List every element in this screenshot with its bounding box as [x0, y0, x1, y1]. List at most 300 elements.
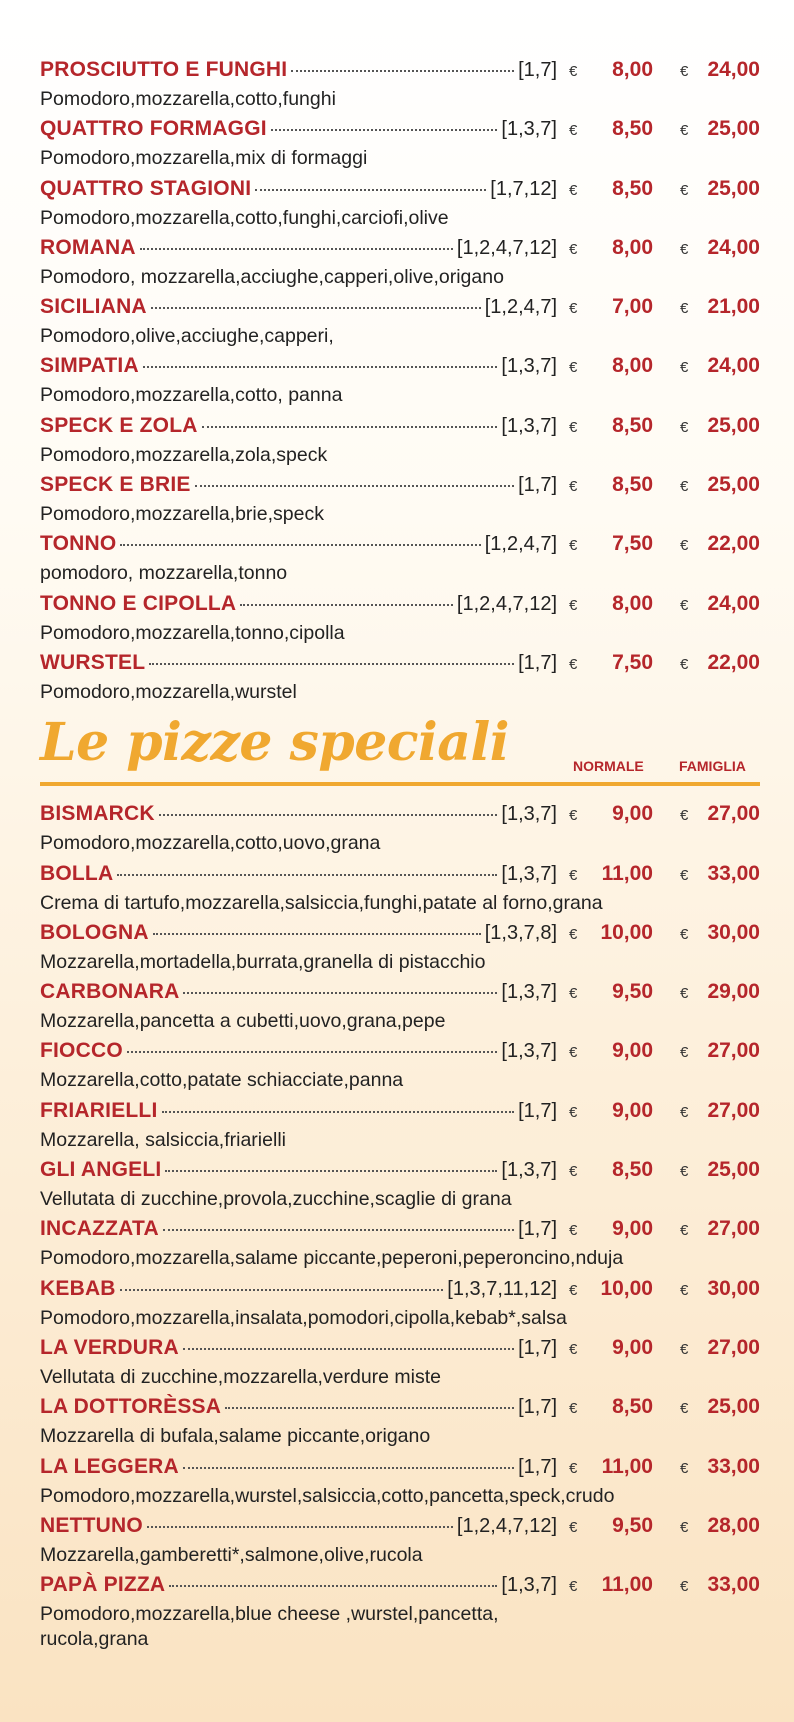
menu-item [40, 592, 760, 651]
currency-symbol: € [569, 1281, 578, 1299]
menu-item [40, 414, 760, 473]
menu-item [40, 802, 760, 861]
price-normale-value: 9,00 [612, 1335, 653, 1359]
price-normale-value: 11,00 [601, 1573, 653, 1597]
currency-symbol: € [680, 300, 689, 318]
menu-item [40, 354, 760, 413]
price-famiglia-value: 27,00 [707, 1098, 760, 1122]
pizza-ingredients: Pomodoro,olive,acciughe,capperi, [40, 325, 334, 348]
menu-item [40, 532, 760, 591]
price-normale [569, 1455, 653, 1479]
menu-item [40, 921, 760, 980]
pizza-name: WURSTEL [40, 650, 146, 674]
pizza-ingredients: Pomodoro,mozzarella,cotto,funghi [40, 88, 336, 110]
pizza-name: PROSCIUTTO E FUNGHI [40, 58, 288, 81]
pizza-ingredients: Pomodoro,mozzarella,mix di formaggi [40, 147, 368, 170]
menu-page [40, 58, 760, 1651]
price-famiglia [680, 1277, 760, 1301]
price-famiglia-value: 29,00 [707, 980, 760, 1004]
allergen-codes: [1,7] [518, 474, 557, 497]
menu-item-row [40, 1395, 760, 1424]
column-label-normale: NORMALE [573, 758, 644, 775]
price-famiglia [680, 1395, 760, 1419]
allergen-codes: [1,7,12] [490, 177, 557, 200]
menu-item-row [40, 1039, 760, 1068]
dot-leader [140, 248, 453, 250]
dot-leader [120, 1289, 444, 1291]
pizza-name: BISMARCK [40, 802, 155, 826]
price-normale [569, 1336, 653, 1360]
menu-item [40, 1099, 760, 1158]
dot-leader [143, 366, 498, 368]
price-normale-value: 11,00 [601, 1454, 653, 1478]
price-normale [569, 1099, 653, 1123]
currency-symbol: € [569, 985, 578, 1003]
menu-item-row [40, 177, 760, 206]
price-famiglia [680, 1573, 760, 1597]
menu-item-row [40, 1455, 760, 1484]
currency-symbol: € [680, 596, 689, 614]
price-normale [569, 980, 653, 1004]
dot-leader [169, 1585, 497, 1587]
allergen-codes: [1,2,4,7,12] [456, 236, 557, 259]
dot-leader [183, 992, 497, 994]
currency-symbol: € [680, 122, 689, 140]
menu-item-row [40, 651, 760, 680]
pizza-name: LA DOTTORÈSSA [40, 1395, 222, 1419]
price-normale-value: 9,00 [612, 1098, 653, 1122]
pizza-ingredients: Pomodoro,mozzarella,brie,speck [40, 503, 324, 526]
currency-symbol: € [680, 240, 689, 258]
price-famiglia [680, 1099, 760, 1123]
price-famiglia [680, 921, 760, 945]
allergen-codes: [1,2,4,7,12] [456, 1514, 557, 1537]
pizza-ingredients: Pomodoro,mozzarella,cotto,uovo,grana [40, 832, 381, 855]
pizza-ingredients: Pomodoro,mozzarella,cotto, panna [40, 384, 343, 407]
allergen-codes: [1,2,4,7,12] [456, 592, 557, 615]
dot-leader [153, 933, 481, 935]
pizza-name: SIMPATIA [40, 354, 139, 378]
menu-item [40, 1336, 760, 1395]
menu-item [40, 980, 760, 1039]
price-famiglia [680, 177, 760, 201]
price-famiglia-value: 25,00 [707, 473, 760, 497]
menu-item-row [40, 473, 760, 502]
pizza-ingredients-cont: rucola,grana [40, 1628, 149, 1651]
pizza-name: BOLOGNA [40, 920, 149, 944]
menu-item [40, 862, 760, 921]
pizza-ingredients: Pomodoro,mozzarella,cotto,funghi,carciofi,olive [40, 206, 449, 229]
pizza-name: CARBONARA [40, 980, 180, 1004]
price-famiglia-value: 24,00 [707, 58, 760, 81]
price-normale-value: 10,00 [600, 1276, 653, 1300]
price-normale [569, 295, 653, 319]
currency-symbol: € [569, 655, 578, 673]
currency-symbol: € [680, 1518, 689, 1536]
dot-leader [127, 1051, 498, 1053]
currency-symbol: € [569, 807, 578, 825]
dot-leader [183, 1348, 514, 1350]
dot-leader [120, 544, 480, 546]
currency-symbol: € [569, 596, 578, 614]
price-famiglia-value: 33,00 [707, 1454, 760, 1478]
allergen-codes: [1,3,7] [501, 118, 557, 141]
price-normale-value: 7,50 [612, 650, 653, 674]
menu-item-row [40, 921, 760, 950]
menu-item [40, 1217, 760, 1276]
menu-item [40, 117, 760, 176]
menu-item-row [40, 236, 760, 265]
currency-symbol: € [569, 1400, 578, 1418]
menu-item [40, 1395, 760, 1454]
menu-item-row [40, 354, 760, 383]
price-normale-value: 7,00 [612, 295, 653, 319]
allergen-codes: [1,7] [518, 1218, 557, 1241]
pizza-name: NETTUNO [40, 1513, 143, 1537]
currency-symbol: € [569, 359, 578, 377]
price-normale [569, 117, 653, 141]
section-divider [40, 782, 760, 786]
price-famiglia [680, 980, 760, 1004]
pizza-ingredients: Mozzarella, salsiccia,friarielli [40, 1128, 286, 1151]
currency-symbol: € [569, 418, 578, 436]
menu-item [40, 1573, 760, 1651]
allergen-codes: [1,3,7] [501, 414, 557, 437]
pizza-ingredients: Pomodoro,mozzarella,zola,speck [40, 443, 328, 466]
menu-item-row [40, 295, 760, 324]
price-famiglia-value: 25,00 [707, 1395, 760, 1419]
pizza-name: SPECK E BRIE [40, 473, 191, 497]
pizza-name: KEBAB [40, 1276, 116, 1300]
menu-item [40, 1455, 760, 1514]
currency-symbol: € [569, 1103, 578, 1121]
allergen-codes: [1,7] [518, 59, 557, 81]
pizza-ingredients: Pomodoro, mozzarella,acciughe,capperi,olive,origano [40, 265, 504, 288]
pizza-name: LA LEGGERA [40, 1454, 179, 1478]
pizza-name: INCAZZATA [40, 1217, 159, 1241]
pizza-ingredients: Pomodoro,mozzarella,wurstel [40, 680, 297, 703]
currency-symbol: € [569, 1222, 578, 1240]
price-normale [569, 473, 653, 497]
special-pizza-section-header [40, 712, 760, 802]
price-famiglia-value: 25,00 [707, 176, 760, 200]
price-normale-value: 8,50 [612, 473, 653, 497]
menu-item-row [40, 1573, 760, 1602]
menu-item [40, 473, 760, 532]
price-famiglia-value: 30,00 [707, 920, 760, 944]
currency-symbol: € [680, 537, 689, 555]
price-famiglia-value: 24,00 [707, 591, 760, 615]
price-famiglia [680, 532, 760, 556]
price-normale-value: 8,50 [612, 117, 653, 141]
currency-symbol: € [680, 985, 689, 1003]
allergen-codes: [1,3,7] [501, 862, 557, 885]
menu-item-row [40, 1158, 760, 1187]
dot-leader [147, 1526, 453, 1528]
price-normale [569, 921, 653, 945]
currency-symbol: € [569, 1163, 578, 1181]
dot-leader [151, 307, 481, 309]
pizza-ingredients: Vellutata di zucchine,mozzarella,verdure miste [40, 1365, 442, 1388]
currency-symbol: € [680, 181, 689, 199]
currency-symbol: € [680, 1103, 689, 1121]
price-normale-value: 8,00 [612, 354, 653, 378]
price-famiglia-value: 25,00 [707, 117, 760, 141]
menu-item-row [40, 862, 760, 891]
column-label-famiglia: FAMIGLIA [679, 758, 746, 775]
allergen-codes: [1,3,7,11,12] [447, 1277, 557, 1300]
menu-item [40, 58, 760, 117]
allergen-codes: [1,2,4,7] [484, 533, 557, 556]
currency-symbol: € [569, 63, 578, 80]
pizza-ingredients: Pomodoro,mozzarella,blue cheese ,wurstel,pancetta, [40, 1603, 499, 1626]
price-famiglia [680, 58, 760, 82]
allergen-codes: [1,3,7,8] [484, 921, 557, 944]
price-normale [569, 1217, 653, 1241]
price-famiglia [680, 862, 760, 886]
price-normale-value: 9,00 [612, 1039, 653, 1063]
menu-item-row [40, 592, 760, 621]
dot-leader [149, 663, 514, 665]
pizza-ingredients: Pomodoro,mozzarella,insalata,pomodori,cipolla,kebab*,salsa [40, 1306, 567, 1329]
price-normale-value: 9,00 [612, 802, 653, 826]
pizza-name: QUATTRO STAGIONI [40, 176, 252, 200]
price-normale [569, 1158, 653, 1182]
special-pizza-list [40, 802, 760, 1651]
menu-item [40, 651, 760, 710]
price-famiglia [680, 651, 760, 675]
menu-item [40, 295, 760, 354]
currency-symbol: € [680, 1340, 689, 1358]
price-famiglia [680, 473, 760, 497]
dot-leader [159, 814, 498, 816]
price-normale [569, 802, 653, 826]
price-famiglia-value: 24,00 [707, 235, 760, 259]
dot-leader [195, 485, 514, 487]
menu-item-row [40, 1336, 760, 1365]
menu-item-row [40, 1099, 760, 1128]
currency-symbol: € [569, 925, 578, 943]
price-famiglia-value: 27,00 [707, 802, 760, 826]
allergen-codes: [1,3,7] [501, 803, 557, 826]
currency-symbol: € [680, 1044, 689, 1062]
price-famiglia-value: 21,00 [707, 295, 760, 319]
menu-item [40, 236, 760, 295]
price-famiglia-value: 30,00 [707, 1276, 760, 1300]
price-famiglia-value: 25,00 [707, 1158, 760, 1182]
price-normale [569, 236, 653, 260]
menu-item-row [40, 532, 760, 561]
dot-leader [183, 1467, 514, 1469]
pizza-name: SPECK E ZOLA [40, 413, 198, 437]
menu-item-row [40, 414, 760, 443]
dot-leader [240, 604, 453, 606]
price-normale-value: 8,00 [612, 591, 653, 615]
dot-leader [225, 1407, 514, 1409]
dot-leader [255, 189, 486, 191]
currency-symbol: € [569, 1578, 578, 1596]
menu-item [40, 1514, 760, 1573]
currency-symbol: € [569, 1340, 578, 1358]
price-famiglia [680, 1217, 760, 1241]
price-famiglia [680, 236, 760, 260]
allergen-codes: [1,7] [518, 1336, 557, 1359]
price-normale [569, 177, 653, 201]
pizza-ingredients: Pomodoro,mozzarella,salame piccante,peperoni,peperoncino,nduja [40, 1247, 624, 1270]
pizza-name: FRIARIELLI [40, 1098, 158, 1122]
price-normale [569, 532, 653, 556]
price-famiglia [680, 802, 760, 826]
price-normale [569, 354, 653, 378]
pizza-ingredients: Mozzarella,cotto,patate schiacciate,panna [40, 1069, 404, 1092]
dot-leader [165, 1170, 497, 1172]
allergen-codes: [1,3,7] [501, 1040, 557, 1063]
allergen-codes: [1,7] [518, 1455, 557, 1478]
price-normale [569, 1573, 653, 1597]
price-normale-value: 9,00 [612, 1217, 653, 1241]
dot-leader [291, 70, 514, 72]
currency-symbol: € [569, 1518, 578, 1536]
dot-leader [202, 426, 498, 428]
price-normale [569, 1395, 653, 1419]
allergen-codes: [1,2,4,7] [484, 296, 557, 319]
currency-symbol: € [569, 478, 578, 496]
pizza-ingredients: Mozzarella,pancetta a cubetti,uovo,grana,pepe [40, 1010, 446, 1033]
allergen-codes: [1,3,7] [501, 1574, 557, 1597]
price-famiglia [680, 592, 760, 616]
price-famiglia-value: 27,00 [707, 1039, 760, 1063]
price-famiglia [680, 295, 760, 319]
classic-pizza-list [40, 58, 760, 710]
currency-symbol: € [680, 655, 689, 673]
currency-symbol: € [680, 925, 689, 943]
pizza-ingredients: Mozzarella di bufala,salame piccante,origano [40, 1425, 431, 1448]
currency-symbol: € [569, 122, 578, 140]
price-normale-value: 11,00 [601, 861, 653, 885]
price-famiglia-value: 33,00 [707, 861, 760, 885]
price-normale-value: 8,50 [612, 413, 653, 437]
price-famiglia-value: 25,00 [707, 413, 760, 437]
price-famiglia-value: 27,00 [707, 1335, 760, 1359]
price-normale [569, 651, 653, 675]
pizza-ingredients: Crema di tartufo,mozzarella,salsiccia,funghi,patate al forno,grana [40, 891, 603, 914]
pizza-ingredients: Mozzarella,gamberetti*,salmone,olive,rucola [40, 1543, 423, 1566]
price-normale [569, 58, 653, 82]
pizza-name: GLI ANGELI [40, 1158, 162, 1182]
price-famiglia [680, 117, 760, 141]
price-normale-value: 9,50 [612, 980, 653, 1004]
menu-item-row [40, 117, 760, 146]
allergen-codes: [1,7] [518, 1099, 557, 1122]
currency-symbol: € [569, 1459, 578, 1477]
price-normale-value: 8,50 [612, 176, 653, 200]
menu-item-row [40, 980, 760, 1009]
menu-item-row [40, 1514, 760, 1543]
section-title: Le pizze speciali [40, 712, 509, 774]
price-famiglia-value: 22,00 [707, 532, 760, 556]
price-famiglia-value: 33,00 [707, 1573, 760, 1597]
currency-symbol: € [680, 1163, 689, 1181]
price-famiglia-value: 24,00 [707, 354, 760, 378]
menu-item [40, 1039, 760, 1098]
price-famiglia [680, 1455, 760, 1479]
pizza-name: ROMANA [40, 235, 136, 259]
currency-symbol: € [680, 1459, 689, 1477]
allergen-codes: [1,7] [518, 651, 557, 674]
currency-symbol: € [680, 866, 689, 884]
currency-symbol: € [569, 866, 578, 884]
price-famiglia [680, 1336, 760, 1360]
price-famiglia-value: 28,00 [707, 1513, 760, 1537]
price-normale [569, 1039, 653, 1063]
pizza-ingredients: Vellutata di zucchine,provola,zucchine,scaglie di grana [40, 1188, 512, 1211]
price-normale-value: 8,00 [612, 58, 653, 81]
price-normale-value: 9,50 [612, 1513, 653, 1537]
menu-item [40, 177, 760, 236]
menu-item-row [40, 802, 760, 831]
menu-item [40, 1158, 760, 1217]
currency-symbol: € [680, 1222, 689, 1240]
price-normale-value: 8,00 [612, 235, 653, 259]
currency-symbol: € [569, 537, 578, 555]
currency-symbol: € [569, 300, 578, 318]
pizza-name: TONNO E CIPOLLA [40, 591, 237, 615]
price-normale [569, 1277, 653, 1301]
price-famiglia [680, 354, 760, 378]
pizza-name: PAPÀ PIZZA [40, 1573, 166, 1597]
currency-symbol: € [680, 1400, 689, 1418]
dot-leader [163, 1229, 514, 1231]
menu-item-row [40, 1217, 760, 1246]
price-normale-value: 10,00 [600, 920, 653, 944]
allergen-codes: [1,3,7] [501, 981, 557, 1004]
pizza-name: LA VERDURA [40, 1335, 179, 1359]
pizza-name: BOLLA [40, 861, 114, 885]
currency-symbol: € [680, 418, 689, 436]
price-famiglia [680, 1514, 760, 1538]
price-normale [569, 414, 653, 438]
price-famiglia [680, 414, 760, 438]
pizza-ingredients: Pomodoro,mozzarella,wurstel,salsiccia,cotto,pancetta,speck,crudo [40, 1484, 615, 1507]
currency-symbol: € [569, 240, 578, 258]
price-normale-value: 7,50 [612, 532, 653, 556]
dot-leader [271, 129, 498, 131]
price-normale [569, 592, 653, 616]
price-normale [569, 862, 653, 886]
price-normale [569, 1514, 653, 1538]
menu-item-row [40, 1277, 760, 1306]
price-famiglia [680, 1039, 760, 1063]
currency-symbol: € [680, 807, 689, 825]
currency-symbol: € [569, 1044, 578, 1062]
pizza-name: TONNO [40, 532, 117, 556]
menu-item-row [40, 58, 760, 87]
dot-leader [162, 1111, 515, 1113]
currency-symbol: € [569, 181, 578, 199]
currency-symbol: € [680, 63, 689, 80]
currency-symbol: € [680, 359, 689, 377]
dot-leader [117, 874, 497, 876]
currency-symbol: € [680, 478, 689, 496]
price-normale-value: 8,50 [612, 1158, 653, 1182]
pizza-ingredients: Mozzarella,mortadella,burrata,granella di pistacchio [40, 950, 486, 973]
pizza-name: SICILIANA [40, 295, 147, 319]
pizza-ingredients: pomodoro, mozzarella,tonno [40, 562, 288, 585]
price-famiglia-value: 22,00 [707, 650, 760, 674]
price-famiglia-value: 27,00 [707, 1217, 760, 1241]
pizza-name: QUATTRO FORMAGGI [40, 117, 267, 141]
currency-symbol: € [680, 1281, 689, 1299]
